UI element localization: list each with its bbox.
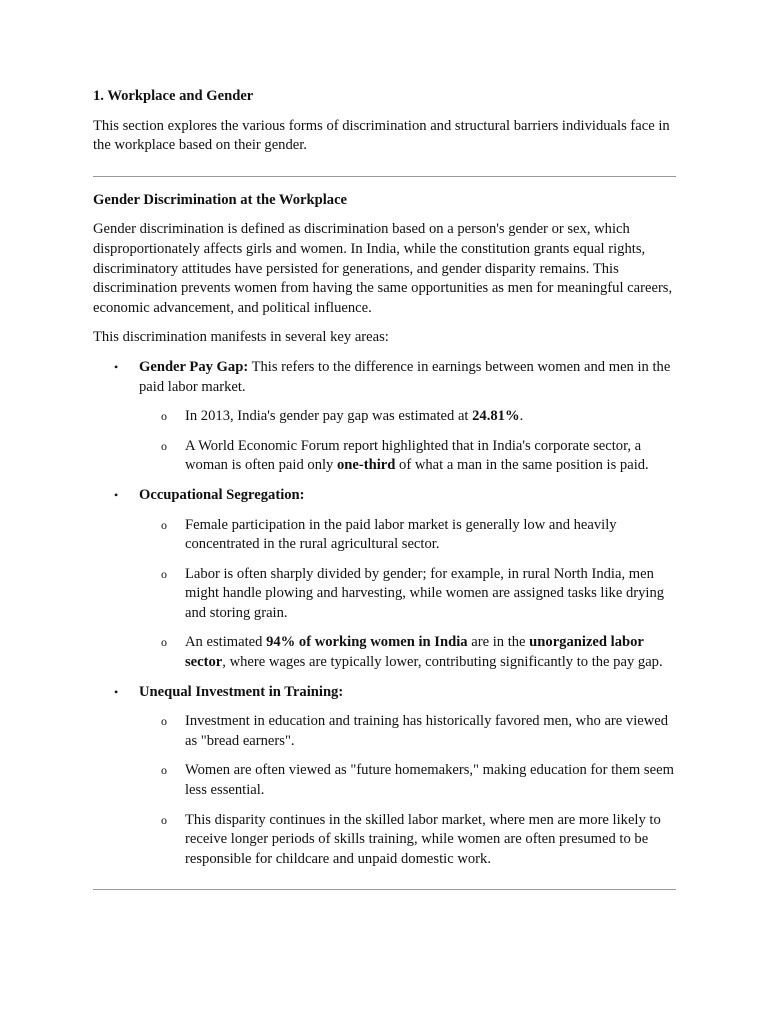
sub-item [139, 437, 676, 476]
sub-item-bold: one-third [337, 457, 396, 474]
circle-bullet-icon: o [161, 812, 167, 827]
sub-item-text: An estimated [185, 634, 267, 651]
bullet-pay-gap [93, 358, 676, 476]
sub-item-text: Investment in education and training has historically favored men, who are viewed as "bread earners". [185, 713, 669, 749]
sub-item-text: , where wages are typically lower, contributing significantly to the pay gap. [222, 654, 663, 671]
sub-item-text: . [519, 408, 524, 425]
pay-gap-heading: Gender Pay Gap: [139, 358, 249, 375]
segregation-heading: Occupational Segregation: [139, 486, 305, 503]
sub-item [139, 712, 676, 751]
investment-sublist [139, 712, 676, 869]
sub-item [139, 811, 676, 870]
bullet-unequal-investment [93, 683, 676, 870]
sub-item-bold: unorganized labor sector [185, 634, 644, 671]
investment-heading: Unequal Investment in Training: [139, 683, 344, 700]
sub-item-bold: 24.81% [472, 408, 520, 425]
sub-item [139, 407, 676, 427]
key-areas-list [93, 358, 676, 869]
sub-item-text: Female participation in the paid labor market is generally low and heavily concentrated in the rural agricultural sector. [185, 516, 617, 553]
bottom-divider [93, 889, 676, 890]
section-title: 1. Workplace and Gender [93, 88, 254, 104]
sub-item [139, 633, 676, 672]
circle-bullet-icon: o [161, 517, 167, 532]
sub-item [139, 565, 676, 624]
bullet-icon: • [114, 359, 119, 374]
sub-item-text: of what a man in the same position is paid. [395, 457, 649, 474]
definition-paragraph: Gender discrimination is defined as discrimination based on a person's gender or sex, which disproportionately affects girls and women. In India, while the constitution grants equal rights, discriminatory attitudes have persisted for generations, and gender disparity remains. This discrimination prevents women from having the same opportunities as men for meaningful careers, economic advancement, and political influence. [93, 221, 673, 316]
bullet-icon: • [114, 684, 119, 699]
sub-item-bold: 94% of working women in India [266, 634, 468, 651]
circle-bullet-icon: o [161, 438, 167, 453]
section-divider [93, 176, 676, 177]
circle-bullet-icon: o [161, 409, 167, 424]
sub-item-text: Women are often viewed as "future homemakers," making education for them seem less essential. [185, 762, 674, 799]
document-page [93, 87, 676, 890]
segregation-sublist [139, 516, 676, 673]
bullet-occupational-segregation [93, 486, 676, 673]
pay-gap-text: This refers to the difference in earnings between women and men in the paid labor market. [139, 358, 671, 395]
circle-bullet-icon: o [161, 763, 167, 778]
sub-item [139, 761, 676, 800]
circle-bullet-icon: o [161, 635, 167, 650]
sub-item [139, 516, 676, 555]
circle-bullet-icon: o [161, 566, 167, 581]
section-intro: This section explores the various forms of discrimination and structural barriers individuals face in the workplace based on their gender. [93, 117, 670, 154]
sub-item-text: In 2013, India's gender pay gap was estimated at [185, 408, 473, 425]
subsection-title: Gender Discrimination at the Workplace [93, 191, 348, 208]
circle-bullet-icon: o [161, 714, 167, 729]
sub-item-text: This disparity continues in the skilled labor market, where men are more likely to receive longer periods of skills training, while women are often presumed to be responsible for childcare and unpaid domestic work. [185, 811, 661, 867]
pay-gap-sublist [139, 407, 676, 476]
bullet-icon: • [114, 487, 119, 502]
sub-item-text: Labor is often sharply divided by gender; for example, in rural North India, men might handle plowing and harvesting, while women are assigned tasks like drying and storing grain. [185, 565, 665, 621]
sub-item-text: are in the [467, 634, 530, 651]
lead-paragraph: This discrimination manifests in several key areas: [93, 329, 389, 346]
sub-item-text: A World Economic Forum report highlighted that in India's corporate sector, a woman is often paid only [185, 437, 642, 474]
